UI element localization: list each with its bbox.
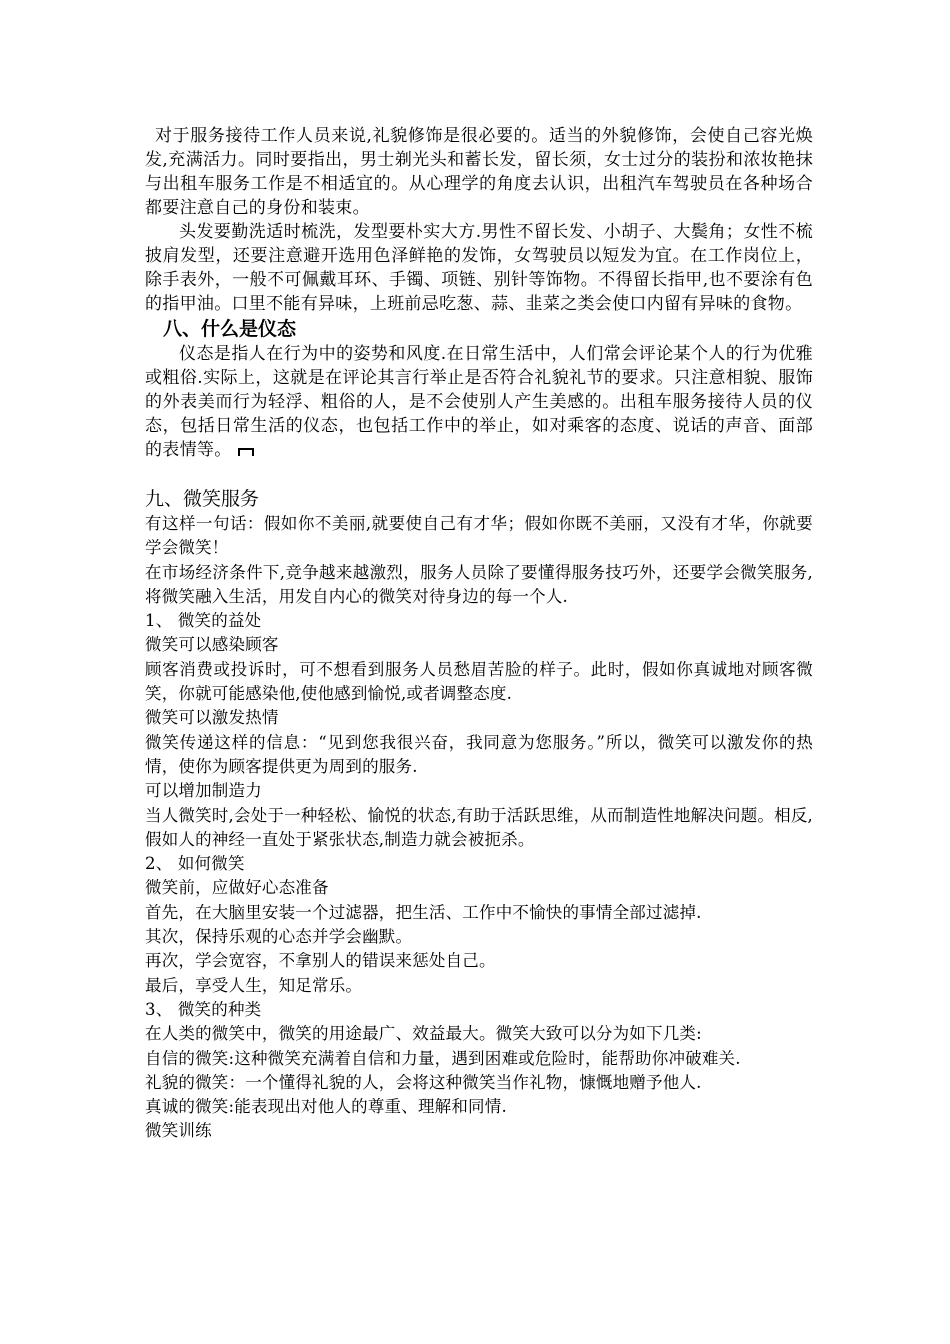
text-line: 其次，保持乐观的心态并学会幽默。: [145, 927, 413, 947]
text-line: 当人微笑时,会处于一种轻松、愉悦的状态,有助于活跃思维，从而制造性地解决问题。相反,假如人的神经一直处于紧张状态,制造力就会被扼杀。: [145, 805, 813, 849]
paragraph-hair-rules: 头发要勤洗适时梳洗，发型要朴实大方.男性不留长发、小胡子、大鬓角；女性不梳披肩发型，还要注意避开选用色泽鲜艳的发饰，女驾驶员以短发为宜。在工作岗位上，除手表外，一般不可佩戴耳环、手镯、项链、别针等饰物。不得留长指甲,也不要涂有色的指甲油。口里不能有异味，上班前忌吃葱、蒜、韭菜之类会使口内留有异味的食物。: [145, 222, 813, 314]
text-line: 微笑传递这样的信息：“见到您我很兴奋，我同意为您服务。”所以，微笑可以激发你的热情，使你为顾客提供更为周到的服务.: [145, 732, 813, 776]
text-line: 在人类的微笑中，微笑的用途最广、效益最大。微笑大致可以分为如下几类:: [145, 1024, 702, 1044]
demeanor-section: [145, 342, 813, 462]
subheading-smile-types: 3、 微笑的种类: [145, 999, 262, 1019]
subheading-benefits: 1、 微笑的益处: [145, 611, 262, 631]
text-line: 礼貌的微笑：一个懂得礼貌的人，会将这种微笑当作礼物，慷慨地赠予他人.: [145, 1072, 702, 1092]
bracket-mark-icon: [238, 448, 254, 456]
grooming-section: [145, 124, 813, 316]
text-line: 最后，享受人生，知足常乐。: [145, 975, 363, 995]
paragraph-demeanor: [145, 342, 813, 462]
text-line: 微笑可以激发热情: [145, 708, 279, 728]
subheading-how-to-smile: 2、 如何微笑: [145, 854, 245, 874]
text-line: 再次，学会宽容，不拿别人的错误来惩处自己。: [145, 951, 496, 971]
text-line: 可以增加制造力: [145, 781, 262, 801]
heading-section-9: 九、微笑服务: [145, 488, 260, 510]
smile-service-section: [145, 512, 813, 1144]
heading-section-8: 八、什么是仪态: [163, 318, 297, 340]
text-line: 微笑训练: [145, 1121, 212, 1141]
text-line: 微笑前，应做好心态准备: [145, 878, 329, 898]
paragraph-demeanor-text: 仪态是指人在行为中的姿势和风度.在日常生活中，人们常会评论某个人的行为优雅或粗俗.实际上，这就是在评论其言行举止是否符合礼貌礼节的要求。只注意相貌、服饰的外表美而行为轻浮、粗俗的人，是不会使别人产生美感的。出租车服务接待人员的仪态，包括日常生活的仪态，也包括工作中的举止，如对乘客的态度、说话的声音、面部的表情等。: [145, 344, 813, 460]
text-line: 真诚的微笑:能表现出对他人的尊重、理解和同情.: [145, 1097, 507, 1117]
text-line: 顾客消费或投诉时，可不想看到服务人员愁眉苦脸的样子。此时，假如你真诚地对顾客微笑，你就可能感染他,使他感到愉悦,或者调整态度.: [145, 659, 813, 704]
document-body: [145, 124, 813, 1144]
text-line: 在市场经济条件下,竞争越来越激烈，服务人员除了要懂得服务技巧外，还要学会微笑服务,将微笑融入生活，用发自内心的微笑对待身边的每一个人.: [145, 562, 813, 606]
text-line: 有这样一句话：假如你不美丽,就要使自己有才华；假如你既不美丽，又没有才华，你就要学会微笑！: [145, 514, 813, 558]
text-line: 微笑可以感染顾客: [145, 635, 279, 655]
paragraph-grooming-intro: 对于服务接待工作人员来说,礼貌修饰是很必要的。适当的外貌修饰，会使自己容光焕发,充满活力。同时要指出，男士剃光头和蓄长发，留长须，女士过分的装扮和浓妆艳抹与出租车服务工作是不相适宜的。从心理学的角度去认识，出租汽车驾驶员在各种场合都要注意自己的身份和装束。: [145, 126, 813, 218]
text-line: 自信的微笑:这种微笑充满着自信和力量，遇到困难或危险时，能帮助你冲破难关.: [145, 1048, 741, 1068]
text-line: 首先，在大脑里安装一个过滤器，把生活、工作中不愉快的事情全部过滤掉.: [145, 902, 702, 922]
